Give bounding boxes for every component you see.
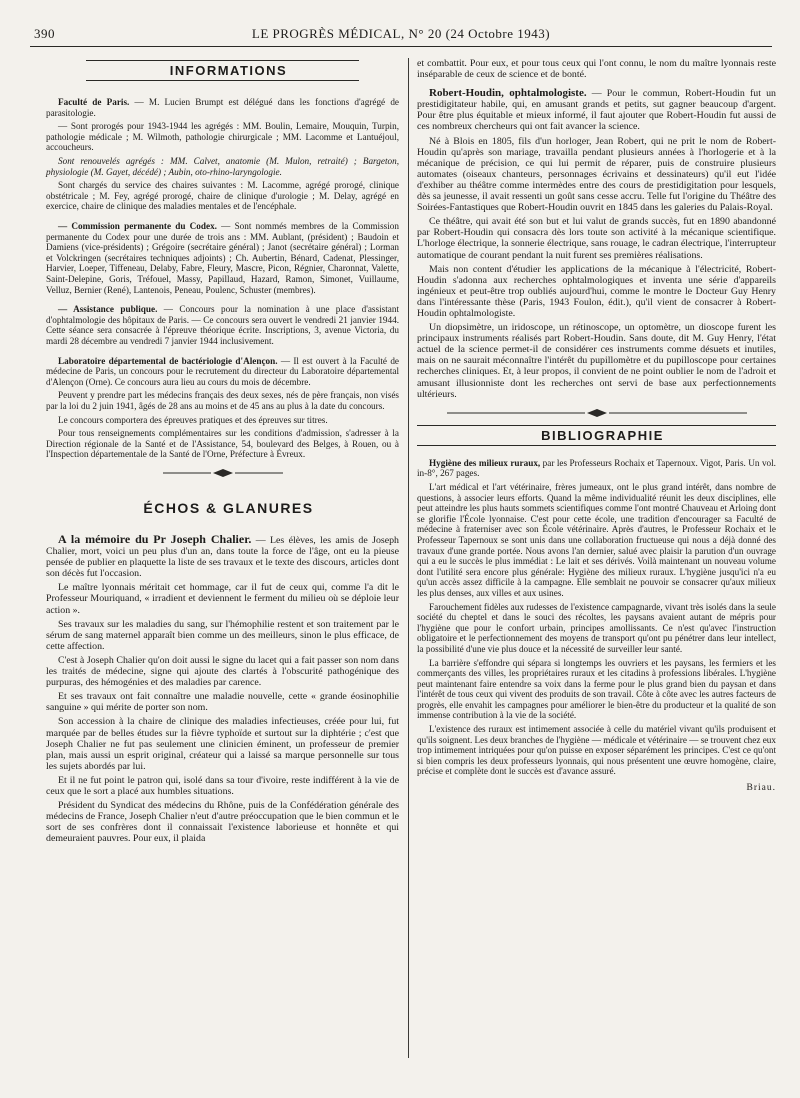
running-header xyxy=(30,26,772,47)
labo-paragraph-2: Peuvent y prendre part les médecins français des deux sexes, nés de père français, non visés par la loi du 2 juin 1941, âgés de 28 ans au moins et de 45 ans au plus à la date du concours. xyxy=(46,390,399,411)
bibliographie-section xyxy=(417,458,776,793)
echos-heading-box xyxy=(46,499,399,516)
biblio-book-title: Hygiène des milieux ruraux, xyxy=(429,457,541,468)
biblio-reference xyxy=(417,458,776,479)
assistance-text: — Concours pour la nomination à une place d'assistant d'ophtalmologie des hôpitaux de Paris. — Ce concours sera ouvert le vendredi 21 janvier 1944. Cette séance sera consacrée à l'épreuve théorique écrite. Inscriptions, 3, avenue Victoria, du mardi 28 décembre au vendredi 7 janvier 1944 inclusivement. xyxy=(46,304,399,346)
codex-text: — Sont nommés membres de la Commission permanente du Codex pour une durée de trois ans : MM. Aublant, (président) ; Baudoin et Damiens (vice-présidents) ; Grégoire (secrétaire général) ; Janot (secrétaire général) ; Lorman et Volckringen (secrétaires techniques adjoints) ; Ch. Aubertin, Bénard, Cadenat, Plessinger, Harvier, Loeper, Tiffeneau, Delaby, Fabre, Fleury, Mascre, Picon, Régnier, Charonnat, Valette, Saint-Delepine, Goris, Tréfouel, Massy, Papillaud, Hazard, Ramon, Simonet, Vuillaume, Velluz, Bernier (René), Lantenois, Peneau, Poulenc, Schuster (membres). xyxy=(46,221,399,295)
labo-paragraph xyxy=(46,356,399,388)
informations-heading: INFORMATIONS xyxy=(169,63,288,78)
informations-heading-box xyxy=(86,60,359,81)
biblio-paragraph-2: Farouchement fidèles aux rudesses de l'existence campagnarde, vivant très isolés dans la seule société du cheptel et dans le souci des récoltes, les paysans avaient autant de mépris pour l'hygiène que pour le confort urbain, principes amollissants. Ce n'est qu'avec l'instruction obligatoire et le perfectionnement des moyens de transport qu'ont pu pénétrer dans leur intellect, la possibilité d'une vie plus douce et la nécessité de surveiller leur santé. xyxy=(417,601,776,654)
ornament-rule-icon xyxy=(447,408,747,418)
echos-section xyxy=(46,534,399,844)
rh-title: Robert-Houdin, ophtalmologiste. xyxy=(429,87,587,100)
left-column xyxy=(46,60,399,847)
informations-section xyxy=(46,97,399,460)
faculte-title: Faculté de Paris. xyxy=(58,97,130,108)
rh-text-1: — Pour le commun, Robert-Houdin fut un prestidigitateur habile, qui, en amusant grands et petits, sut gagner beaucoup d'argent. Pour être plus équitable et mieux informé, il faut ajouter que Robert-Houdin fut aussi de ces nombreux chercheurs qui ont fait avancer la science. xyxy=(417,88,776,133)
biblio-heading: BIBLIOGRAPHIE xyxy=(541,427,664,443)
proroges-paragraph: — Sont prorogés pour 1943-1944 les agrégés : MM. Boulin, Lemaire, Mouquin, Turpin, pathologie médicale ; M. Wilmoth, pathologie chirurgicale ; MM. Lacomme et Lantuéjoul, accoucheurs. xyxy=(46,121,399,153)
charges-paragraph: Sont chargés du service des chaires suivantes : M. Lacomme, agrégé prorogé, clinique obstétricale ; M. Fey, agrégé prorogé, chaire de clinique d'urologie ; M. Delay, agrégé en exercice, chaire de clinique des maladies mentales et de l'encéphale. xyxy=(46,180,399,212)
rh-paragraph-1 xyxy=(417,88,776,132)
memoire-text: — Les élèves, les amis de Joseph Chalier, mort, voici un peu plus d'un an, dans toute la force de l'âge, ont eu la pieuse pensée de publier en plaquette la liste de ses travaux et le texte des discours, articles dont son décès fut l'occasion. xyxy=(46,535,399,580)
labo-paragraph-4: Pour tous renseignements complémentaires sur les conditions d'admission, s'adresser à la Direction régionale de la Santé et de l'Assistance, 54, boulevard des Belges, à Rouen, ou à l'Inspection départementale de la Santé de l'Orne, Préfecture à Évreux. xyxy=(46,428,399,460)
echos-paragraph-8: Président du Syndicat des médecins du Rhône, puis de la Confédération générale des médecins de France, Joseph Chalier n'eut d'autre préoccupation que le bien commun et le sort de ses confrères dont il connaissait l'existence laborieuse et honnête et qui demeuraient pauvres. Pour eux, il plaida xyxy=(46,800,399,845)
review-signature: Briau. xyxy=(746,783,776,794)
echos-paragraph-3: Ses travaux sur les maladies du sang, sur l'hémophilie restent et son traitement par le sérum de sang maternel apparaît bien comme un des meilleurs, sinon le plus efficace, de cette affection. xyxy=(46,618,399,652)
continuation-paragraph: et combattit. Pour eux, et pour tous ceux qui l'ont connu, le nom du maître lyonnais reste inséparable de ceux de science et de bonté. xyxy=(417,58,776,81)
memoire-paragraph xyxy=(46,534,399,579)
assistance-paragraph xyxy=(46,304,399,346)
echos-heading: ÉCHOS & GLANURES xyxy=(143,499,314,516)
biblio-paragraph-1: L'art médical et l'art vétérinaire, frères jumeaux, ont le plus grand intérêt, dans nombre de questions, à associer leurs efforts. Quand la même individualité réunit les deux disciplines, elle peut atteindre les plus hauts sommets scientifiques comme l'ont montré Chauveau et Arloing dont se glorifie l'École lyonnaise. C'est pour cette école, une tradition d'encourager sa Faculté de médecine à fraterniser avec son École vétérinaire. Après d'autres, le Professeur Rochaix et le Professeur Tapernoux se sont unis dans une collaboration fructueuse qui nous a déjà donné des travaux d'une grande portée. Nous avons l'an dernier, salué avec plaisir la parution d'un ouvrage qui a eu le succès le plus immédiat : Le lait et ses dérivés. Voilà maintenant un nouveau volume dont l'utilité sera encore plus générale: Hygiène des milieux ruraux. L'hygiène jusqu'ici n'a eu qu'un accès assez difficile à la campagne. Elle semblait ne pouvoir se consacrer qu'aux milieux les plus denses, aux villes et aux usines. xyxy=(417,482,776,598)
running-title: LE PROGRÈS MÉDICAL, N° 20 (24 Octobre 1943) xyxy=(251,26,551,41)
faculte-text: — M. Lucien Brumpt est délégué dans les fonctions d'agrégé de parasitologie. xyxy=(46,97,399,118)
echos-paragraph-6: Son accession à la chaire de clinique des maladies infectieuses, créée pour lui, fut marquée par de belles études sur la fièvre typhoïde et surtout sur la diphtérie ; c'est que Joseph Chalier ne fut pas seulement une clinicien éminent, un professeur de premier plan, mais aussi un esprit original, créateur qui a laissé sa marque personnelle sur tous les sujets abordés par lui. xyxy=(46,716,399,772)
renouveles-paragraph: Sont renouvelés agrégés : MM. Calvet, anatomie (M. Mulon, retraité) ; Bargeton, physiologie (M. Gayet, décédé) ; Aubin, oto-rhino-laryngologie. xyxy=(46,156,399,177)
rh-paragraph-4: Mais non content d'étudier les applications de la mécanique à l'électricité, Robert-Houdin s'adonna aux recherches ophtalmologiques et inventa une série d'appareils ingénieux et peut-être trop oubliés aujourd'hui, comme le montre le Docteur Guy Henry dans l'intéressante thèse (Paris, 1943 Foulon, édit.), qu'il vient de consacrer à Robert-Houdin ophtalmologiste. xyxy=(417,263,776,319)
echos-paragraph-2: Le maître lyonnais méritait cet hommage, car il fut de ceux qui, comme l'a dit le Professeur Mouriquand, « irradient et deviennent le ferment du milieu où se déploie leur action ». xyxy=(46,582,399,616)
column-divider xyxy=(408,58,409,1058)
biblio-paragraph-3: La barrière s'effondre qui sépara si longtemps les ouvriers et les paysans, les fermiers et les commerçants des villes, les propriétaires ruraux et les citadins à professions libérales. L'hygiène peut maintenant faire entendre sa voix dans la ferme pour le plus grand bien du paysan et dans l'intérêt de tous ceux qui vivent des produits de son travail. Côte à côte avec les autres facteurs de progrès, elle envahit les campagnes pour améliorer le bien-être du producteur et la qualité de son immense contribution à la vie de la société. xyxy=(417,657,776,721)
assistance-title: — Assistance publique. xyxy=(58,304,158,315)
codex-paragraph xyxy=(46,221,399,295)
echos-paragraph-4: C'est à Joseph Chalier qu'on doit aussi le signe du lacet qui a fait passer son nom dans les traités de médecine, signe qui ajoute des clartés à l'obscurité pathogénique des purpuras, des hémogénies et des maladies par carence. xyxy=(46,654,399,689)
echos-paragraph-5: Et ses travaux ont fait connaître une maladie nouvelle, cette « grande éosinophilie sanguine » qui mérite de porter son nom. xyxy=(46,691,399,714)
section-ornament xyxy=(46,465,399,477)
page-number: 390 xyxy=(34,26,55,41)
section-ornament-right xyxy=(417,405,776,417)
rh-paragraph-2: Né à Blois en 1805, fils d'un horloger, Jean Robert, qui ne prit le nom de Robert-Houdin qu'après son mariage, travailla pendant plusieurs années à l'horlogerie et à la mécanique de précision, ce qui lui permit de réparer, puis de construire plusieurs automates (oiseaux chanteurs, personnages écrivains et dessinateurs) qu'il eut l'idée d'exhiber au théâtre comme intermèdes entre des cours de prestidigitation pour lesquels, dès sa jeunesse, il avait ressenti un goût sans cesse accru. Telle fut l'origine du Théâtre des Soirées-Fantastiques que Robert-Houdin ouvrit en 1845 dans les galeries du Palais-Royal. xyxy=(417,135,776,214)
rh-paragraph-5: Un diopsimètre, un iridoscope, un rétinoscope, un optomètre, un dioscope furent les principaux instruments réalisés part Robert-Houdin. Sans doute, dit M. Guy Henry, l'état actuel de la science permet-il de considérer ces instruments comme désuets et inutiles, mais on ne saurait méconnaître l'intérêt du pupillomètre et du pupilloscope pour certaines recherches cliniques. Et, à leur propos, il convient de ne point oublier le nom de l'adroit et amusant illusionniste dont les recherches ont servi de base aux perfectionnements ultérieurs. xyxy=(417,322,776,400)
robert-houdin-section xyxy=(417,88,776,400)
memoire-title: A la mémoire du Pr Joseph Chalier. xyxy=(58,532,252,546)
biblio-book-ref: par les Professeurs Rochaix et Tapernoux. Vigot, Paris. Un vol. in-8°, 267 pages. xyxy=(417,457,776,479)
faculte-paragraph xyxy=(46,97,399,118)
right-column xyxy=(417,58,776,793)
labo-text: — Il est ouvert à la Faculté de médecine de Paris, un concours pour le recrutement du directeur du Laboratoire départemental d'Alençon (Orne). Ce concours aura lieu au cours du mois de décembre. xyxy=(46,355,399,387)
labo-paragraph-3: Le concours comportera des épreuves pratiques et des épreuves sur titres. xyxy=(58,414,328,425)
biblio-heading-box xyxy=(417,425,776,446)
rh-paragraph-3: Ce théâtre, qui avait été son but et lui valut de grands succès, fut en 1890 abandonné par Robert-Houdin qui consacra dès lors toute son activité à la mécanique scientifique. L'horloge électrique, la sonnerie électrique, sans rouage, le cadran électrique, l'interrupteur automatique de courant pendant la nuit furent ses premières réalisations. xyxy=(417,216,776,261)
echos-paragraph-7: Et il ne fut point le patron qui, isolé dans sa tour d'ivoire, reste indifférent à la vie de ceux que le sort a placé aux humbles situations. xyxy=(46,774,399,797)
codex-title: — Commission permanente du Codex. xyxy=(58,221,217,232)
biblio-paragraph-4: L'existence des ruraux est intimement associée à celle du matériel vivant qu'ils produisent et qu'ils soignent. Les deux branches de l'hygiène — médicale et vétérinaire — se trouvent chez eux trop intimement intriquées pour qu'on puisse en exposer séparément les principes. C'est ce qu'ont si bien compris les deux professeurs lyonnais, qui nous présentent une œuvre homogène, claire, précise et complète dont le succès est d'avance assuré. xyxy=(417,724,776,777)
ornament-rule-icon xyxy=(163,468,283,478)
labo-title: Laboratoire départemental de bactériologie d'Alençon. xyxy=(58,355,278,366)
